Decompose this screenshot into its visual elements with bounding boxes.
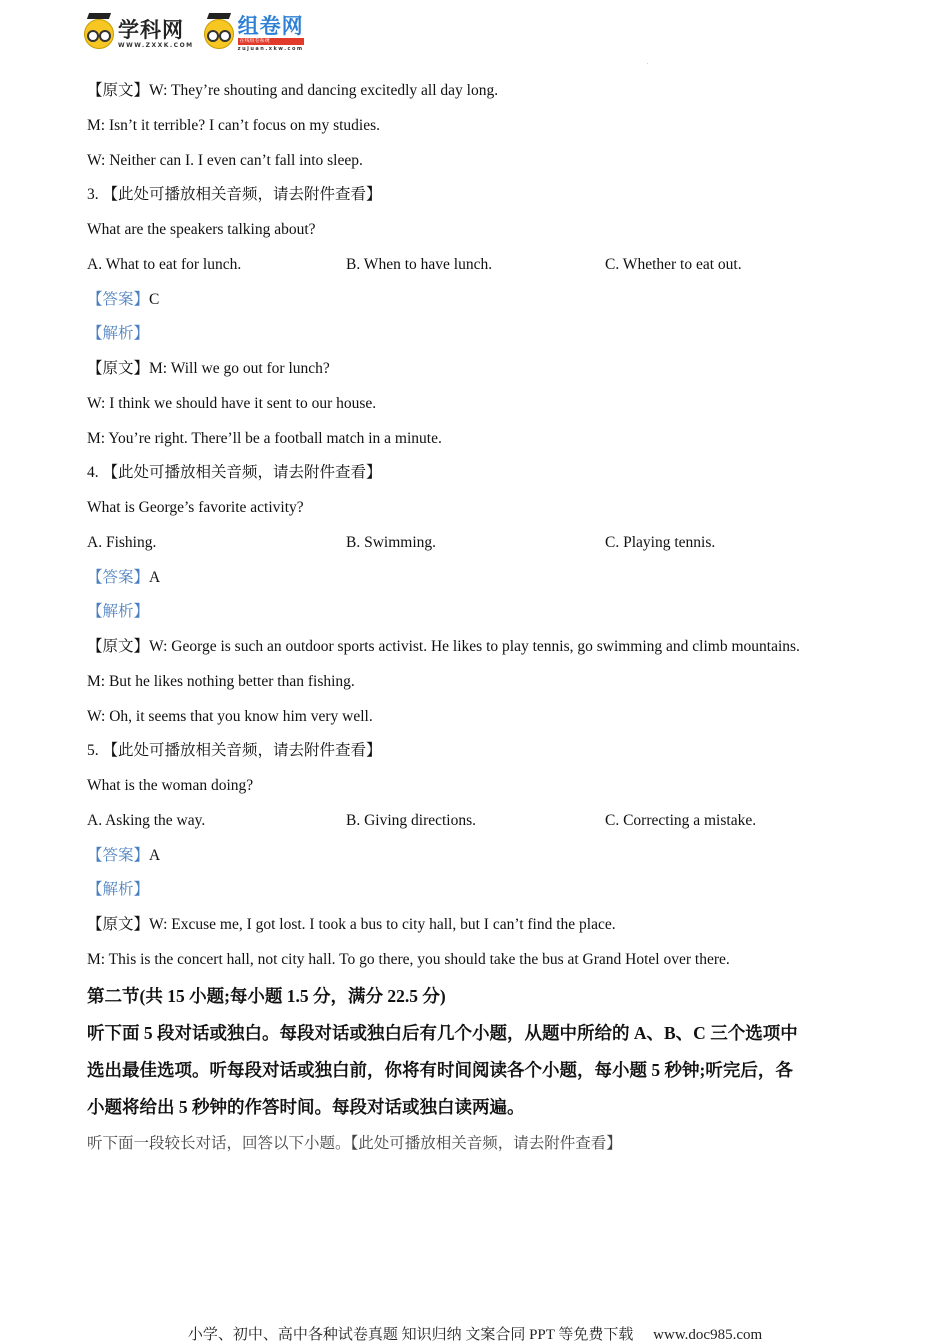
page-header — [84, 12, 304, 56]
line-text: 听下面一段较长对话，回答以下小题。【此处可播放相关音频，请去附件查看】 — [87, 1134, 622, 1152]
line-text: W: Excuse me, I got lost. I took a bus to city hall, but I can’t find the place. — [149, 916, 616, 933]
line-text: 第二节(共 15 小题;每小题 1.5 分，满分 22.5 分) — [87, 985, 446, 1006]
logo-main-text: 学科网 — [118, 17, 184, 42]
answer-line — [87, 595, 887, 630]
section-tag: 【解析】 — [87, 325, 150, 343]
page-footer — [0, 1323, 950, 1344]
options-row — [87, 804, 887, 839]
text-line — [87, 1089, 887, 1126]
text-line — [87, 109, 887, 144]
text-line — [87, 352, 887, 387]
text-line — [87, 422, 887, 457]
line-text: W: I think we should have it sent to our house. — [87, 394, 377, 412]
text-line — [87, 213, 887, 248]
line-text: 3. 【此处可播放相关音频，请去附件查看】 — [87, 186, 382, 204]
line-text: What are the speakers talking about? — [87, 221, 316, 238]
options-row — [87, 248, 887, 283]
line-text: 选出最佳选项。听每段对话或独白前，你将有时间阅读各个小题，每小题 5 秒钟;听完后，各 — [87, 1060, 793, 1081]
text-line — [87, 630, 887, 665]
text-line — [87, 178, 887, 213]
logo-main-text: 组卷网 — [237, 14, 304, 38]
zujuan-logo — [204, 16, 304, 52]
text-line — [87, 387, 887, 422]
option-a: A. What to eat for lunch. — [87, 255, 242, 273]
section-tag: 【答案】 — [87, 846, 150, 864]
option-b: B. Swimming. — [346, 533, 437, 551]
text-line — [87, 700, 887, 735]
line-text: 5. 【此处可播放相关音频，请去附件查看】 — [87, 742, 382, 760]
zxxk-logo — [84, 19, 194, 49]
line-text: A — [149, 568, 161, 586]
text-line — [87, 1052, 887, 1089]
line-text: C — [149, 290, 160, 308]
footer-text: 小学、初中、高中各种试卷真题 知识归纳 文案合同 PPT 等免费下载 — [187, 1327, 634, 1343]
logo-band-text: 在线组卷系统 — [238, 38, 304, 45]
logo-sub-text: WWW.ZXXK.COM — [118, 41, 194, 49]
section-tag: 【原文】 — [87, 82, 150, 99]
line-text: W: George is such an outdoor sports activist. He likes to play tennis, go swimming and climb mountains. — [149, 638, 800, 655]
line-text: A — [149, 846, 161, 864]
document-body — [87, 74, 887, 1161]
line-text: M: You’re right. There’ll be a football match in a minute. — [87, 429, 442, 447]
answer-line — [87, 839, 887, 874]
section-tag: 【原文】 — [87, 916, 150, 933]
section-tag: 【原文】 — [87, 638, 150, 655]
line-text: What is George’s favorite activity? — [87, 499, 304, 516]
option-c: C. Playing tennis. — [605, 533, 716, 551]
line-text: 小题将给出 5 秒钟的作答时间。每段对话或独白读两遍。 — [87, 1097, 525, 1118]
section-tag: 【解析】 — [87, 881, 150, 899]
text-line — [87, 978, 887, 1015]
options-row — [87, 526, 887, 561]
option-a: A. Fishing. — [87, 533, 157, 551]
line-text: What is the woman doing? — [87, 777, 254, 794]
option-c: C. Correcting a mistake. — [605, 811, 757, 829]
line-text: M: This is the concert hall, not city hall. To go there, you should take the bus at Grand Hotel over there. — [87, 950, 730, 968]
text-line — [87, 456, 887, 491]
section-tag: 【答案】 — [87, 290, 150, 308]
section-tag: 【解析】 — [87, 603, 150, 621]
logo-sub-text: zujuan.xkw.com — [237, 46, 304, 52]
text-line — [87, 943, 887, 978]
option-b: B. When to have lunch. — [346, 255, 493, 273]
mascot-icon — [204, 19, 234, 49]
footer-url: www.doc985.com — [653, 1327, 763, 1343]
answer-line — [87, 873, 887, 908]
text-line — [87, 74, 887, 109]
answer-line — [87, 561, 887, 596]
line-text: M: But he likes nothing better than fishing. — [87, 672, 355, 690]
section-tag: 【原文】 — [87, 360, 150, 377]
line-text: 听下面 5 段对话或独白。每段对话或独白后有几个小题，从题中所给的 A、B、C 三个选项中 — [87, 1022, 798, 1043]
text-line — [87, 734, 887, 769]
option-b: B. Giving directions. — [346, 811, 477, 829]
text-line — [87, 908, 887, 943]
section-tag: 【答案】 — [87, 568, 150, 586]
text-line — [87, 144, 887, 179]
line-text: M: Will we go out for lunch? — [149, 360, 330, 377]
decorative-dot: . — [647, 60, 649, 66]
mascot-icon — [84, 19, 114, 49]
line-text: W: Neither can I. I even can’t fall into sleep. — [87, 151, 363, 169]
line-text: W: Oh, it seems that you know him very well. — [87, 707, 373, 725]
text-line — [87, 665, 887, 700]
text-line — [87, 1015, 887, 1052]
text-line — [87, 1127, 887, 1162]
option-a: A. Asking the way. — [87, 811, 206, 829]
text-line — [87, 491, 887, 526]
line-text: M: Isn’t it terrible? I can’t focus on my studies. — [87, 116, 381, 134]
answer-line — [87, 317, 887, 352]
answer-line — [87, 283, 887, 318]
line-text: W: They’re shouting and dancing excitedly all day long. — [149, 82, 499, 99]
text-line — [87, 769, 887, 804]
option-c: C. Whether to eat out. — [605, 255, 742, 273]
line-text: 4. 【此处可播放相关音频，请去附件查看】 — [87, 464, 382, 482]
